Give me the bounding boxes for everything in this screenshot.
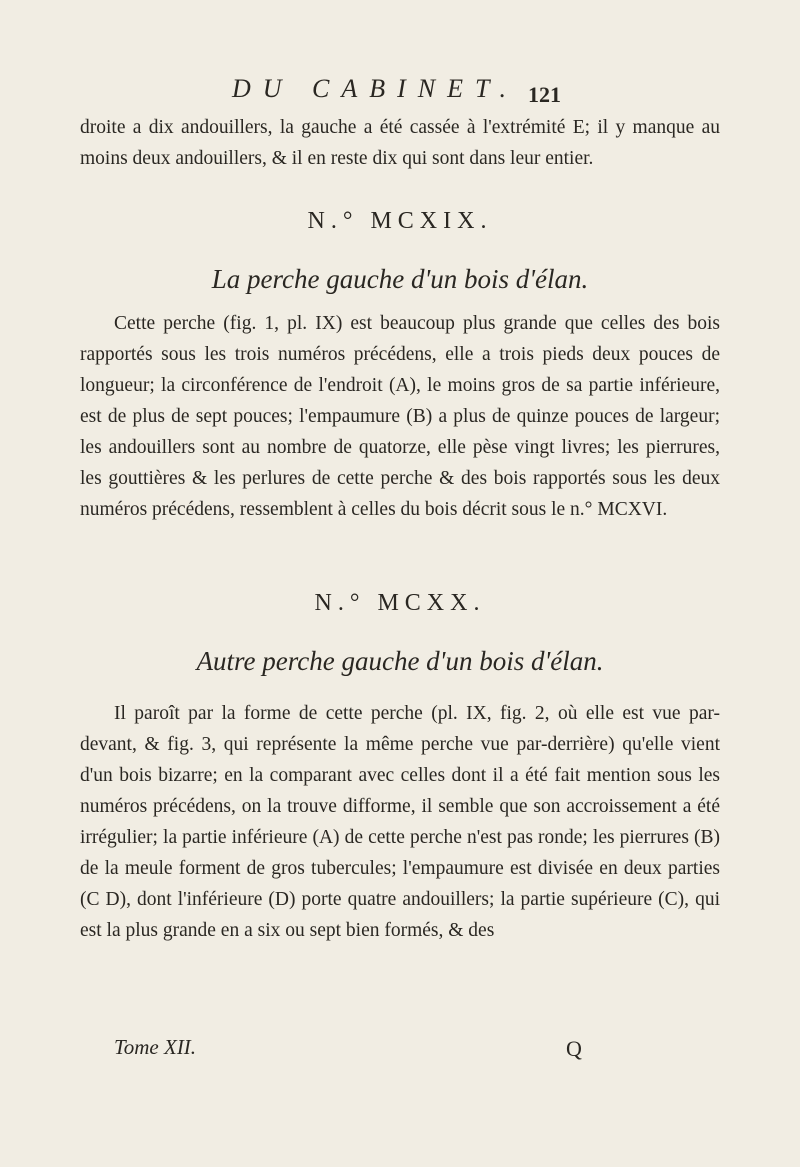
intro-paragraph: droite a dix andouillers, la gauche a été cassée à l'extrémité E; il y manque au moins deux andouillers, & il en reste dix qui sont dans leur entier. — [80, 117, 720, 169]
paragraph-mcxix: Cette perche (fig. 1, pl. IX) est beaucoup plus grande que celles des bois rapportés sous les trois numéros précédens, elle a trois pieds deux pouces de longueur; la circonférence de l'endroit (A), le moins gros de sa partie inférieure, est de plus de sept pouces; l'empaumure (B) a plus de quinze pouces de largeur; les andouillers sont au nombre de quatorze, elle pèse vingt livres; les pierrures, les gouttières & les perlures de cette perche & des bois rapportés sous les deux numéros précédens, ressemblent à celles du bois décrit sous le n.° MCXVI. — [80, 313, 720, 520]
section-number-mcxx: N.° MCXX. — [314, 590, 486, 616]
paragraph-mcxx: Il paroît par la forme de cette perche (pl. IX, fig. 2, où elle est vue par-devant, & fig. 3, qui représente la même perche vue par-derrière) qu'elle vient d'un bois bizarre; en la comparant avec celles dont il a été fait mention sous les numéros précédens, on la trouve difforme, il semble que son accroissement a été irrégulier; la partie inférieure (A) de cette perche n'est pas ronde; les pierrures (B) de la meule forment de gros tubercules; l'empaumure est divisée en deux parties (C D), dont l'inférieure (D) porte quatre andouillers; la partie supérieure (C), qui est la plus grande en a six ou sept bien formés, & des — [80, 703, 720, 941]
running-head: DU CABINET. — [231, 74, 519, 103]
section-title-mcxx: Autre perche gauche d'un bois d'élan. — [196, 646, 604, 676]
page-number: 121 — [528, 82, 561, 107]
tome-label: Tome XII. — [114, 1035, 197, 1059]
section-title-mcxix: La perche gauche d'un bois d'élan. — [211, 264, 589, 294]
signature-mark: Q — [566, 1036, 582, 1061]
section-number-mcxix: N.° MCXIX. — [307, 208, 493, 234]
